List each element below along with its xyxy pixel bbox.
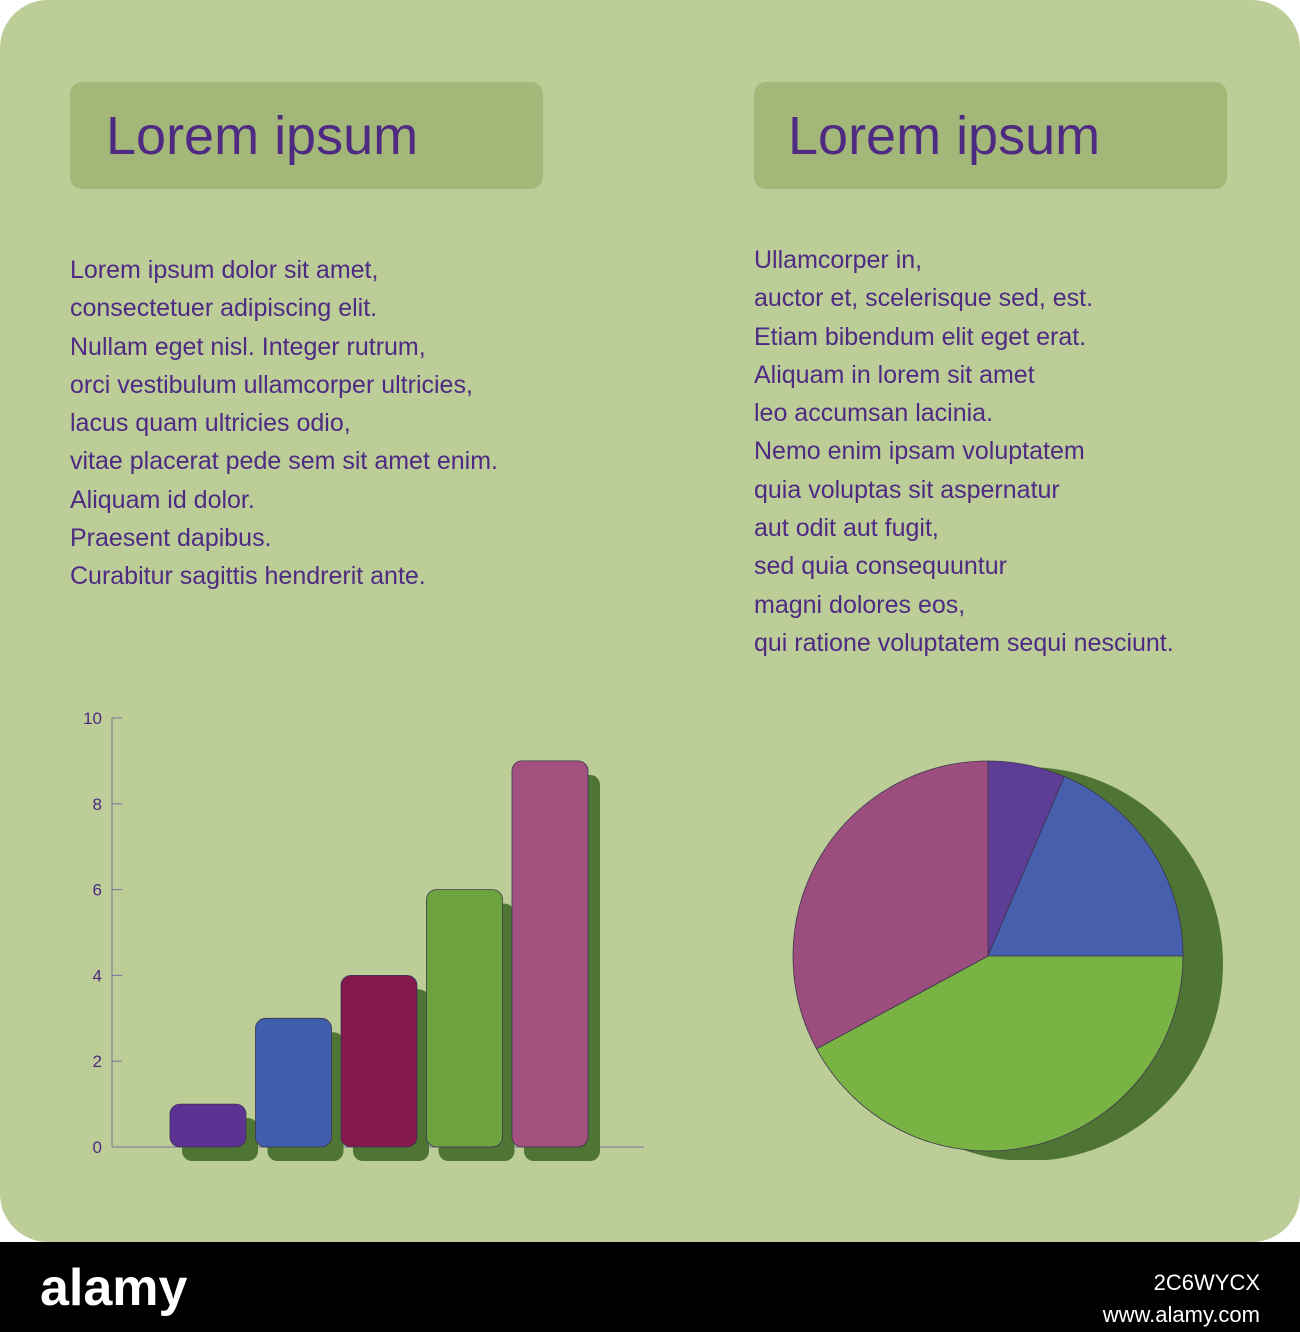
- y-tick-label: 10: [83, 709, 102, 728]
- text-line: lacus quam ultricies odio,: [70, 409, 351, 438]
- text-line: quia voluptas sit aspernatur: [754, 475, 1060, 504]
- text-line: qui ratione voluptatem sequi nesciunt.: [754, 628, 1174, 657]
- y-tick-label: 4: [92, 966, 102, 986]
- text-line: vitae placerat pede sem sit amet enim.: [70, 447, 498, 476]
- footer-image-id: 2C6WYCX: [1153, 1270, 1260, 1295]
- text-line: consectetuer adipiscing elit.: [70, 294, 378, 323]
- text-line: orci vestibulum ullamcorper ultricies,: [70, 370, 473, 399]
- text-line: sed quia consequuntur: [754, 552, 1007, 581]
- bar: [170, 1104, 246, 1147]
- text-line: magni dolores eos,: [754, 590, 966, 619]
- text-line: Aliquam in lorem sit amet: [754, 360, 1035, 389]
- bar-chart: [60, 690, 660, 1180]
- y-tick-label: 0: [92, 1138, 102, 1157]
- text-line: Curabitur sagittis hendrerit ante.: [70, 562, 426, 591]
- footer-url: www.alamy.com: [1102, 1302, 1260, 1327]
- bar: [512, 761, 588, 1147]
- text-line: Praesent dapibus.: [70, 524, 272, 553]
- text-line: aut odit aut fugit,: [754, 514, 939, 543]
- left-title-box: [70, 82, 543, 189]
- text-line: Etiam bibendum elit eget erat.: [754, 322, 1087, 351]
- text-line: Nemo enim ipsam voluptatem: [754, 437, 1085, 466]
- right-paragraph: [754, 241, 1174, 662]
- left-title: Lorem ipsum: [106, 105, 419, 166]
- footer-info: [1103, 1270, 1260, 1328]
- text-line: Aliquam id dolor.: [70, 485, 255, 514]
- text-line: leo accumsan lacinia.: [754, 399, 994, 428]
- text-line: Ullamcorper in,: [754, 246, 923, 274]
- right-title-box: [754, 82, 1227, 189]
- y-tick-label: 8: [92, 794, 102, 814]
- text-line: Lorem ipsum dolor sit amet,: [70, 256, 379, 284]
- bar: [256, 1018, 332, 1147]
- text-line: Nullam eget nisl. Integer rutrum,: [70, 332, 426, 361]
- y-tick-label: 6: [92, 880, 102, 900]
- bar: [341, 975, 417, 1147]
- right-title: Lorem ipsum: [788, 105, 1101, 166]
- y-tick-label: 2: [92, 1052, 102, 1072]
- pie-chart: [790, 740, 1240, 1160]
- text-line: auctor et, scelerisque sed, est.: [754, 284, 1094, 313]
- left-paragraph: [70, 251, 498, 596]
- footer-logo: alamy: [40, 1259, 188, 1317]
- bar: [427, 890, 503, 1147]
